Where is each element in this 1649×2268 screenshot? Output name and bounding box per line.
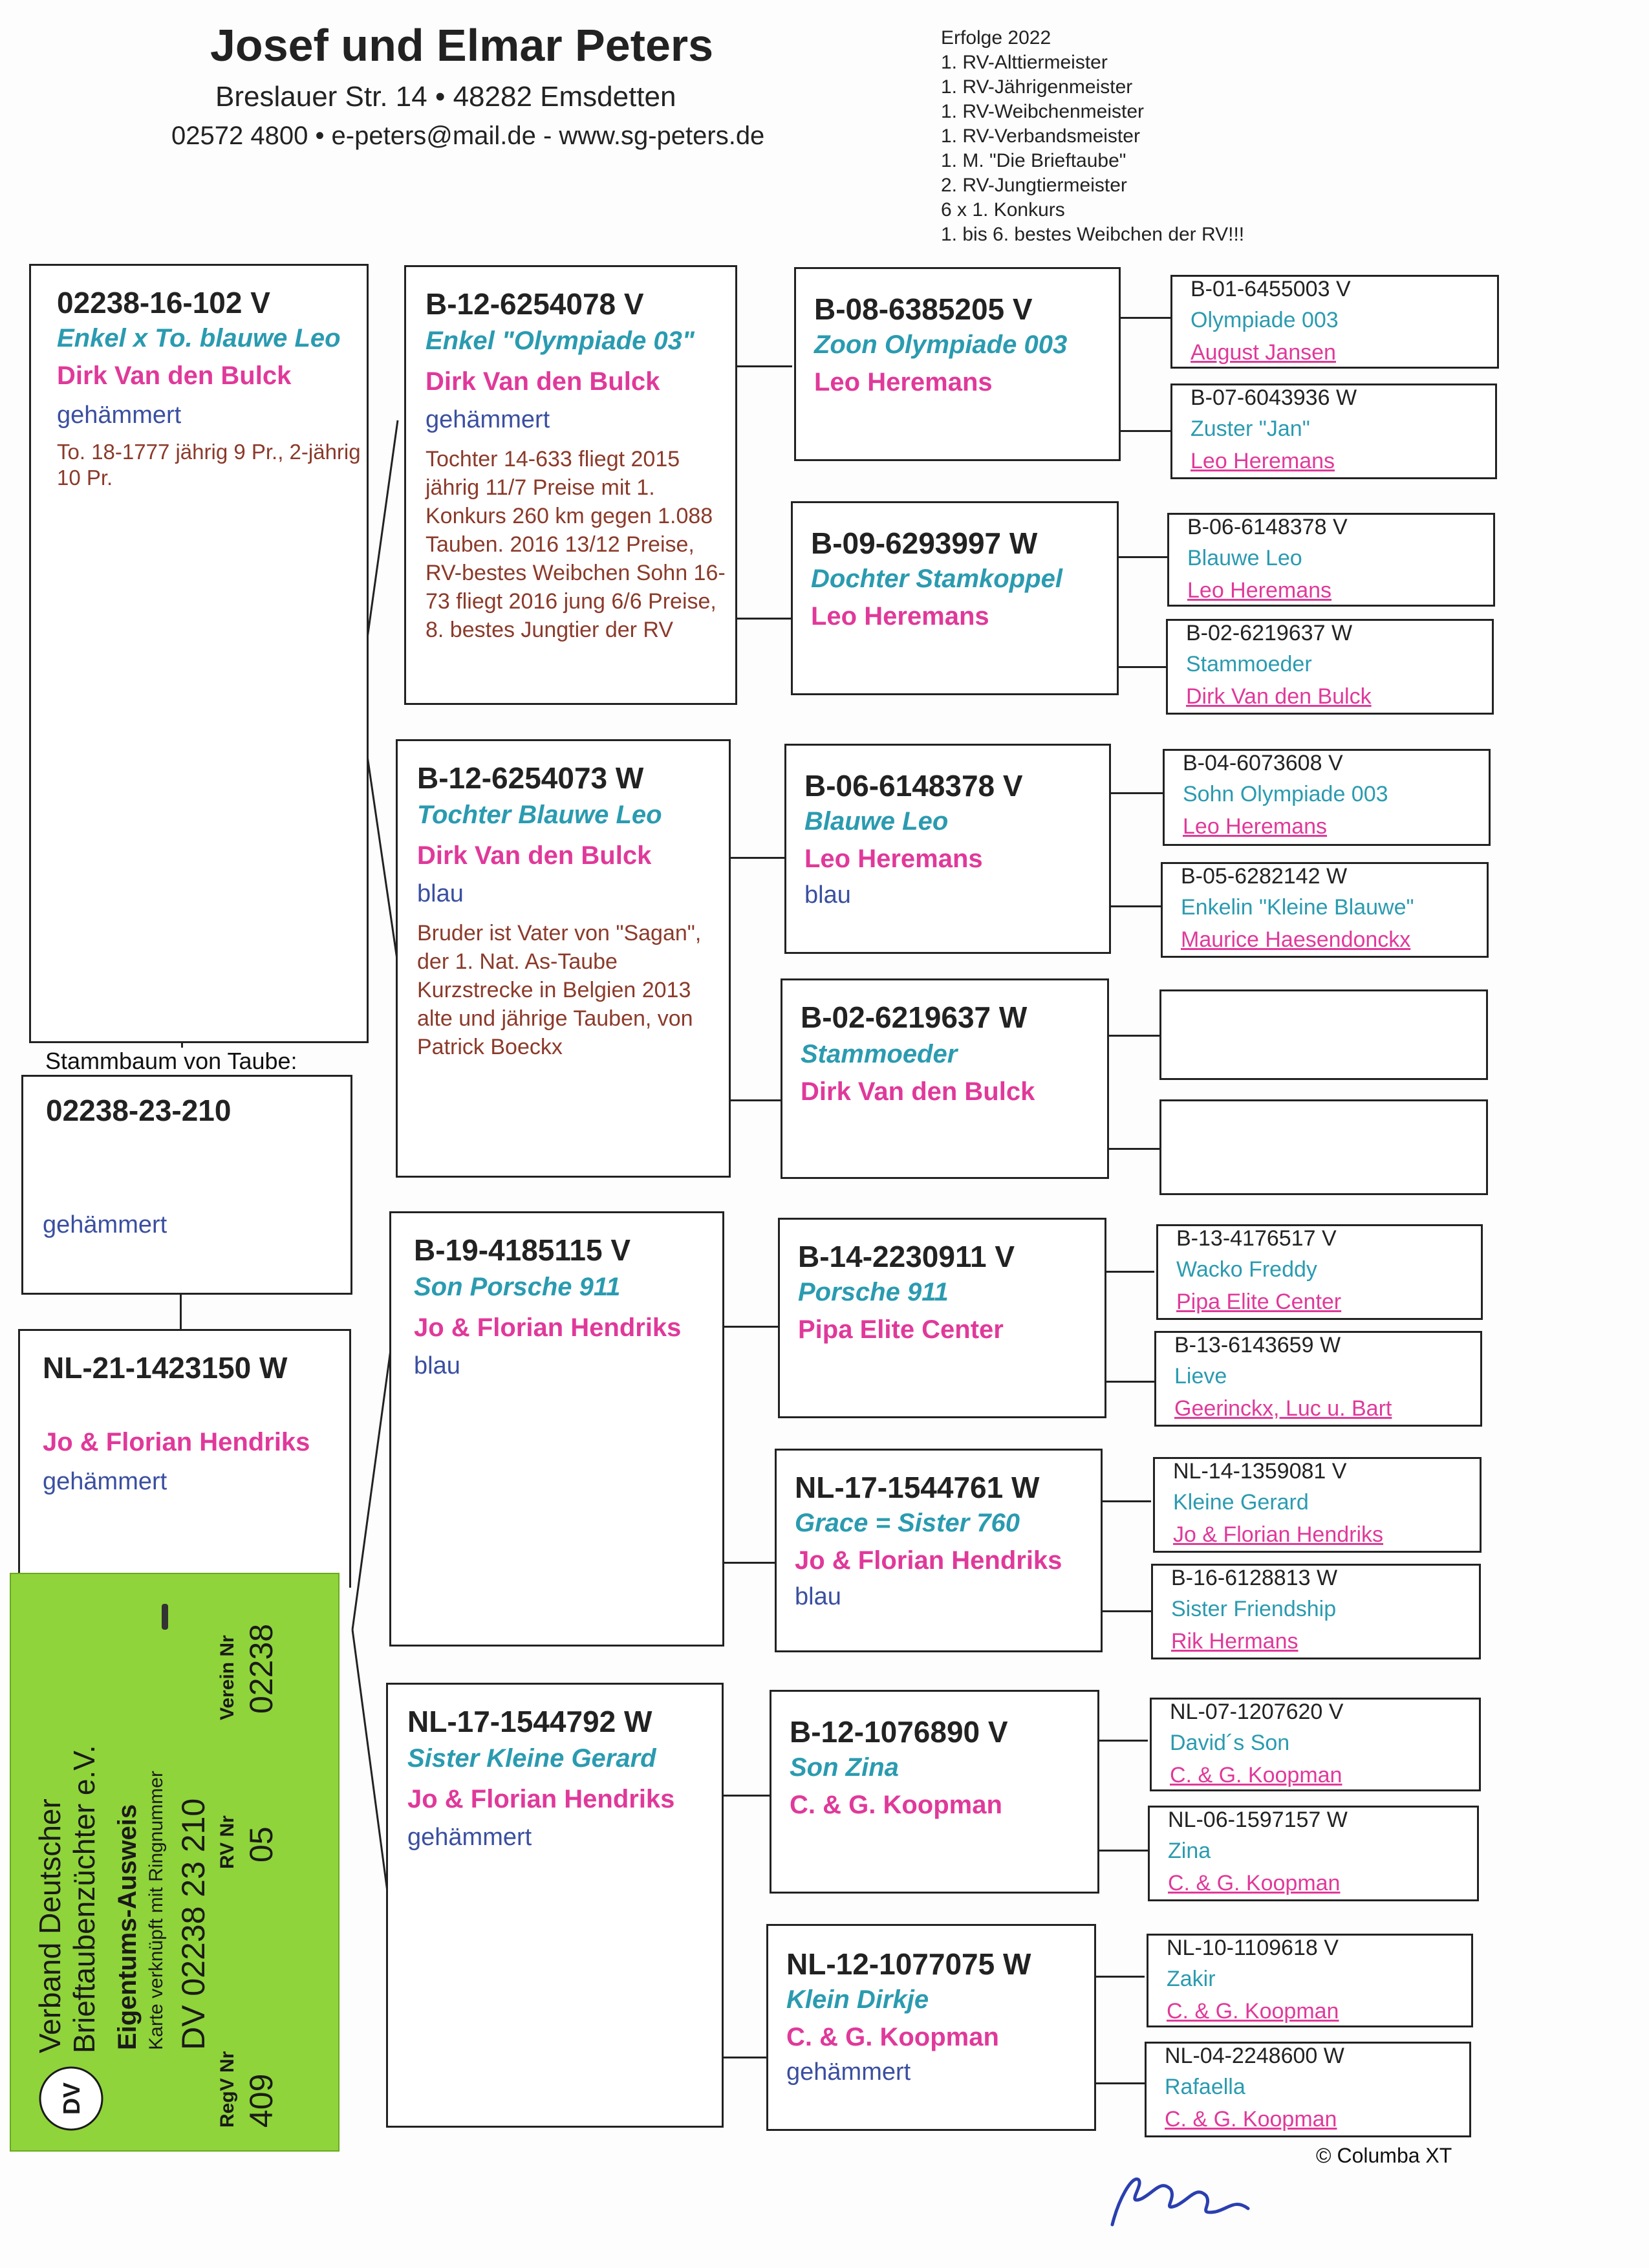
gen4-nick: Zakir <box>1167 1967 1216 1991</box>
gen4-box <box>1147 1934 1473 2027</box>
gen3-breeder: Leo Heremans <box>811 602 989 631</box>
gen4-nick: Enkelin "Kleine Blauwe" <box>1181 895 1414 920</box>
gen3-breeder: C. & G. Koopman <box>786 2023 999 2051</box>
gen4-ring: B-16-6128813 W <box>1171 1566 1338 1590</box>
subject-box <box>21 1075 352 1295</box>
mother-ring: NL-21-1423150 W <box>43 1351 288 1385</box>
father-box <box>29 264 369 1043</box>
gen4-breeder: C. & G. Koopman <box>1170 1763 1342 1787</box>
gen4-box <box>1161 862 1489 958</box>
gen4-nick: Sohn Olympiade 003 <box>1183 782 1388 806</box>
fm-box <box>396 739 731 1178</box>
gen4-breeder: August Jansen <box>1191 340 1336 365</box>
card-org-line2: Brieftaubenzüchter e.V. <box>67 1744 101 2053</box>
card-verein-value: 02238 <box>243 1623 279 1714</box>
gen4-nick: Stammoeder <box>1186 652 1312 676</box>
fm-nick: Tochter Blauwe Leo <box>417 801 662 829</box>
achievement-item: 2. RV-Jungtiermeister <box>941 175 1127 196</box>
svg-text:DV: DV <box>58 2082 85 2115</box>
achievement-item: 1. RV-Verbandsmeister <box>941 125 1140 147</box>
gen3-box <box>781 978 1109 1179</box>
gen3-ring: B-12-1076890 V <box>790 1715 1008 1749</box>
gen3-color: gehämmert <box>786 2058 911 2086</box>
gen4-breeder: Geerinckx, Luc u. Bart <box>1174 1396 1392 1421</box>
gen4-ring: B-05-6282142 W <box>1181 864 1348 889</box>
gen3-box <box>778 1218 1106 1418</box>
gen4-breeder: C. & G. Koopman <box>1168 1871 1341 1895</box>
gen3-breeder: Leo Heremans <box>814 368 993 396</box>
gen4-breeder: C. & G. Koopman <box>1165 2107 1337 2132</box>
gen3-breeder: Jo & Florian Hendriks <box>795 1546 1062 1575</box>
gen3-color: blau <box>795 1583 841 1610</box>
fm-breeder: Dirk Van den Bulck <box>417 841 652 870</box>
gen3-breeder: Leo Heremans <box>804 845 983 873</box>
achievements-list <box>941 26 1244 247</box>
ff-ring: B-12-6254078 V <box>426 287 644 321</box>
card-slot <box>162 1604 168 1630</box>
gen4-breeder: Maurice Haesendonckx <box>1181 927 1411 952</box>
gen4-nick: Zina <box>1168 1839 1211 1863</box>
subject-color: gehämmert <box>43 1211 167 1238</box>
subject-label: Stammbaum von Taube: <box>39 1048 304 1075</box>
mm-breeder: Jo & Florian Hendriks <box>407 1785 675 1813</box>
gen3-breeder: Dirk Van den Bulck <box>801 1077 1035 1106</box>
gen3-color: blau <box>804 881 851 909</box>
card-title: Eigentums-Ausweis <box>113 1804 142 2050</box>
gen4-ring: B-13-6143659 W <box>1174 1333 1341 1357</box>
gen3-box <box>766 1924 1096 2131</box>
gen4-box <box>1167 513 1495 607</box>
breeder-contact: 02572 4800 • e-peters@mail.de - www.sg-peters.de <box>171 122 765 150</box>
gen4-nick: Kleine Gerard <box>1173 1490 1309 1515</box>
ff-note: Tochter 14-633 fliegt 2015 jährig 11/7 Preise mit 1. Konkurs 260 km gegen 1.088 Tauben. 2016 13/12 Preise, RV-bestes Weibchen Sohn 16- 73 fliegt 2016 jung 6/6 Preise, 8. bestes Jungtier der RV <box>426 447 726 642</box>
mm-box <box>386 1683 724 2128</box>
subject-ring: 02238-23-210 <box>46 1094 232 1127</box>
gen4-box-empty <box>1159 989 1488 1080</box>
card-org-line1: Verband Deutscher <box>33 1798 67 2053</box>
mother-box <box>18 1329 351 1588</box>
mother-breeder: Jo & Florian Hendriks <box>43 1428 310 1456</box>
mf-color: blau <box>414 1352 460 1379</box>
gen4-ring: NL-10-1109618 V <box>1167 1936 1339 1960</box>
gen4-nick: Blauwe Leo <box>1187 546 1302 570</box>
gen3-ring: B-06-6148378 V <box>804 769 1023 803</box>
gen4-breeder: Leo Heremans <box>1183 814 1328 839</box>
mf-box <box>389 1211 724 1647</box>
gen3-ring: B-14-2230911 V <box>798 1240 1015 1273</box>
gen4-breeder: Rik Hermans <box>1171 1629 1299 1654</box>
gen4-ring: B-02-6219637 W <box>1186 621 1353 645</box>
gen4-nick: David´s Son <box>1170 1731 1290 1755</box>
gen4-box-empty <box>1159 1099 1488 1195</box>
gen3-box <box>794 267 1121 461</box>
association-logo <box>36 2063 107 2134</box>
gen4-nick: Sister Friendship <box>1171 1597 1337 1621</box>
achievement-item: 1. bis 6. bestes Weibchen der RV!!! <box>941 224 1245 245</box>
gen3-ring: NL-17-1544761 W <box>795 1471 1040 1504</box>
gen3-box <box>784 744 1111 954</box>
father-ring: 02238-16-102 V <box>57 286 270 319</box>
ff-color: gehämmert <box>426 406 550 433</box>
gen3-breeder: Pipa Elite Center <box>798 1315 1004 1344</box>
gen3-breeder: C. & G. Koopman <box>790 1791 1002 1819</box>
achievement-item: 1. RV-Jährigenmeister <box>941 76 1133 98</box>
achievements-title: Erfolge 2022 <box>941 27 1051 49</box>
fm-ring: B-12-6254073 W <box>417 761 644 795</box>
ff-breeder: Dirk Van den Bulck <box>426 367 660 396</box>
achievement-item: 1. RV-Alttiermeister <box>941 52 1108 73</box>
gen4-breeder: Pipa Elite Center <box>1176 1290 1342 1314</box>
card-ring-number: DV 02238 23 210 <box>175 1798 211 2050</box>
gen4-box <box>1170 275 1499 369</box>
gen3-nick: Son Zina <box>790 1753 899 1782</box>
gen3-box <box>770 1690 1099 1894</box>
gen4-nick: Rafaella <box>1165 2075 1245 2099</box>
achievement-item: 6 x 1. Konkurs <box>941 199 1065 221</box>
gen3-ring: B-02-6219637 W <box>801 1000 1028 1034</box>
gen4-breeder: Jo & Florian Hendriks <box>1173 1522 1384 1547</box>
father-color: gehämmert <box>57 402 182 429</box>
card-regv-value: 409 <box>243 2073 279 2128</box>
gen4-box <box>1148 1806 1479 1901</box>
gen3-nick: Klein Dirkje <box>786 1985 929 2014</box>
gen4-box <box>1151 1564 1481 1659</box>
gen4-ring: NL-04-2248600 W <box>1165 2044 1344 2068</box>
gen3-nick: Porsche 911 <box>798 1278 949 1306</box>
mm-color: gehämmert <box>407 1824 532 1851</box>
gen3-ring: B-08-6385205 V <box>814 292 1033 326</box>
gen4-breeder: Leo Heremans <box>1187 578 1332 603</box>
fm-color: blau <box>417 880 464 907</box>
gen3-nick: Dochter Stamkoppel <box>811 565 1062 593</box>
father-nick: Enkel x To. blauwe Leo <box>57 324 341 352</box>
gen4-breeder: Dirk Van den Bulck <box>1186 684 1372 709</box>
gen3-nick: Zoon Olympiade 003 <box>814 330 1068 359</box>
gen3-ring: NL-12-1077075 W <box>786 1947 1031 1981</box>
copyright: © Columba XT <box>1316 2144 1452 2167</box>
breeder-address: Breslauer Str. 14 • 48282 Emsdetten <box>215 81 676 113</box>
gen4-breeder: C. & G. Koopman <box>1167 1999 1339 2024</box>
gen3-ring: B-09-6293997 W <box>811 526 1038 560</box>
mother-color: gehämmert <box>43 1468 167 1495</box>
gen4-box <box>1145 2042 1471 2137</box>
breeder-name: Josef und Elmar Peters <box>210 20 714 70</box>
gen4-nick: Lieve <box>1174 1364 1227 1388</box>
gen4-ring: B-13-4176517 V <box>1176 1226 1337 1251</box>
gen4-box <box>1153 1457 1482 1553</box>
card-regv-label: RegV Nr <box>217 2051 238 2128</box>
father-note: To. 18-1777 jährig 9 Pr., 2-jährig 10 Pr. <box>57 440 361 490</box>
gen4-box <box>1163 749 1491 846</box>
card-verein-label: Verein Nr <box>217 1634 238 1720</box>
gen4-nick: Olympiade 003 <box>1191 308 1339 332</box>
mf-ring: B-19-4185115 V <box>414 1233 631 1267</box>
gen4-box <box>1150 1698 1481 1791</box>
gen3-nick: Stammoeder <box>801 1040 958 1068</box>
father-breeder: Dirk Van den Bulck <box>57 362 292 390</box>
signature <box>1099 2154 1267 2238</box>
mm-nick: Sister Kleine Gerard <box>407 1744 656 1773</box>
ff-box <box>404 265 737 705</box>
fm-note: Bruder ist Vater von "Sagan", der 1. Nat. As-Taube Kurzstrecke in Belgien 2013 alte und jährige Tauben, von Patrick Boeckx <box>417 921 702 1059</box>
mf-breeder: Jo & Florian Hendriks <box>414 1313 682 1342</box>
gen4-nick: Zuster "Jan" <box>1191 416 1310 441</box>
gen4-box <box>1154 1331 1482 1427</box>
card-rv-label: RV Nr <box>217 1815 238 1869</box>
gen4-breeder: Leo Heremans <box>1191 449 1335 473</box>
gen4-ring: NL-06-1597157 W <box>1168 1808 1348 1832</box>
gen4-box <box>1156 1224 1483 1320</box>
gen3-box <box>775 1449 1103 1652</box>
gen4-ring: NL-07-1207620 V <box>1170 1700 1344 1724</box>
gen4-ring: NL-14-1359081 V <box>1173 1459 1347 1484</box>
card-rv-value: 05 <box>243 1826 279 1863</box>
gen4-nick: Wacko Freddy <box>1176 1257 1317 1282</box>
achievement-item: 1. M. "Die Brieftaube" <box>941 150 1126 171</box>
connector-line <box>180 1290 182 1329</box>
gen3-box <box>791 501 1119 695</box>
gen3-nick: Grace = Sister 760 <box>795 1509 1020 1537</box>
gen4-ring: B-06-6148378 V <box>1187 515 1348 539</box>
gen4-ring: B-07-6043936 W <box>1191 385 1357 410</box>
mm-ring: NL-17-1544792 W <box>407 1705 652 1738</box>
ff-nick: Enkel "Olympiade 03" <box>426 327 695 355</box>
ownership-card <box>10 1573 339 2152</box>
gen4-box <box>1170 383 1497 479</box>
gen4-box <box>1166 619 1494 715</box>
mf-nick: Son Porsche 911 <box>414 1273 621 1301</box>
gen4-ring: B-01-6455003 V <box>1191 277 1351 301</box>
gen4-ring: B-04-6073608 V <box>1183 751 1343 775</box>
card-subtitle: Karte verknüpft mit Ringnummer <box>146 1770 167 2050</box>
achievement-item: 1. RV-Weibchenmeister <box>941 101 1145 122</box>
gen3-nick: Blauwe Leo <box>804 807 949 836</box>
